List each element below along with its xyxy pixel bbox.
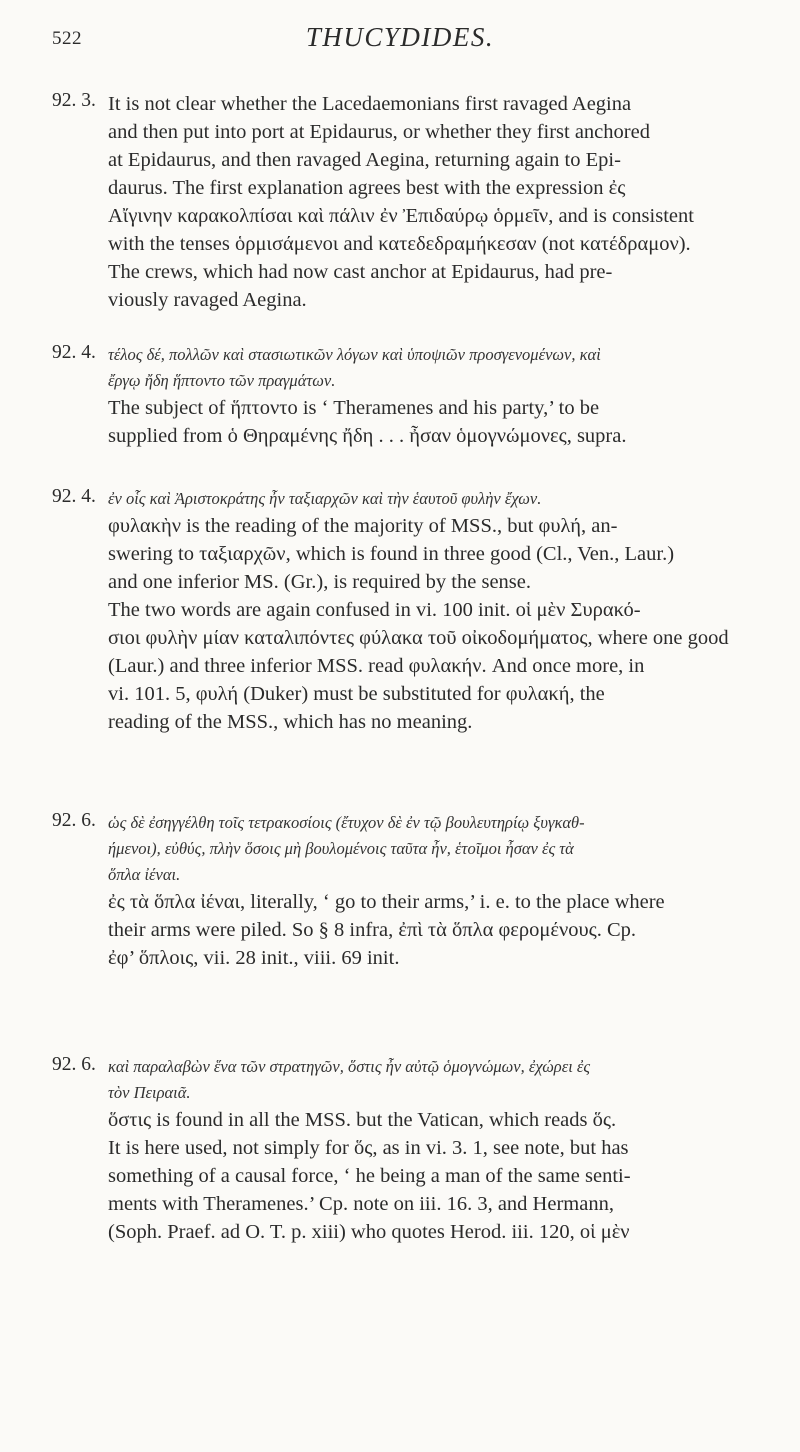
- text-line: φυλακὴν is the reading of the majority of MSS., but φυλή, an-: [108, 515, 618, 537]
- quote-line: ἐν οἷς καὶ Ἀριστοκράτης ἦν ταξιαρχῶν καὶ τὴν ἑαυτοῦ φυλὴν ἔχων.: [108, 489, 542, 508]
- text-line: ἐφ’ ὅπλοις, vii. 28 init., viii. 69 init.: [108, 947, 400, 969]
- text-line: (Soph. Praef. ad O. T. p. xiii) who quotes Herod. iii. 120, οἱ μὲν: [108, 1221, 630, 1243]
- text-line: (Laur.) and three inferior MSS. read φυλακήν. And once more, in: [108, 655, 645, 677]
- header-title: THUCYDIDES.: [305, 22, 495, 52]
- text-line: Αἴγινην καρακολπίσαι καὶ πάλιν ἐν Ἐπιδαύρῳ ὁρμεῖν, and is consistent: [108, 205, 694, 227]
- quote-line: ὡς δὲ ἐσηγγέλθη τοῖς τετρακοσίοις (ἔτυχον δὲ ἐν τῷ βουλευτηρίῳ ξυγκαθ-: [108, 813, 585, 832]
- quote-line: ὅπλα ἰέναι.: [108, 865, 181, 884]
- quote-line: ήμενοι), εὐθύς, πλὴν ὅσοις μὴ βουλομένοις ταῦτα ἦν, ἑτοῖμοι ἦσαν ἐς τὰ: [108, 839, 574, 858]
- greek-lemma: [108, 810, 756, 888]
- text-line: reading of the MSS., which has no meaning.: [108, 711, 473, 733]
- page-number: 522: [52, 28, 82, 49]
- text-line: vi. 101. 5, φυλή (Duker) must be substituted for φυλακή, the: [108, 683, 605, 705]
- running-head: [0, 22, 800, 58]
- note-92-6-second: [52, 1054, 756, 1246]
- text-line: viously ravaged Aegina.: [108, 289, 307, 311]
- quote-line: ἔργῳ ἤδη ἥπτοντο τῶν πραγμάτων.: [108, 371, 336, 390]
- text-line: and one inferior MS. (Gr.), is required by the sense.: [108, 571, 531, 593]
- quote-line: καὶ παραλαβὼν ἕνα τῶν στρατηγῶν, ὅστις ἦν αὐτῷ ὁμογνώμων, ἐχώρει ἐς: [108, 1057, 591, 1076]
- note-reference: 92. 6.: [52, 1054, 96, 1075]
- text-line: It is not clear whether the Lacedaemonians first ravaged Aegina: [108, 93, 632, 115]
- text-line: daurus. The first explanation agrees best with the expression ἐς: [108, 177, 626, 199]
- text-line: ἐς τὰ ὅπλα ἰέναι, literally, ‘ go to their arms,’ i. e. to the place where: [108, 891, 665, 913]
- note-body: [108, 90, 756, 314]
- text-line: at Epidaurus, and then ravaged Aegina, returning again to Epi-: [108, 149, 621, 171]
- note-92-4-second: [52, 486, 756, 736]
- text-line: ments with Theramenes.’ Cp. note on iii. 16. 3, and Hermann,: [108, 1193, 614, 1215]
- quote-line: τέλος δέ, πολλῶν καὶ στασιωτικῶν λόγων καὶ ὑποψιῶν προσγενομένων, καὶ: [108, 345, 601, 364]
- greek-lemma: [108, 486, 756, 512]
- note-92-6-first: [52, 810, 756, 972]
- note-reference: 92. 6.: [52, 810, 96, 831]
- text-line: something of a causal force, ‘ he being a man of the same senti-: [108, 1165, 631, 1187]
- text-line: supplied from ὁ Θηραμένης ἤδη . . . ἦσαν ὁμογνώμονες, supra.: [108, 425, 627, 447]
- note-body: [108, 394, 756, 450]
- text-line: σιοι φυλὴν μίαν καταλιπόντες φύλακα τοῦ οἰκοδομήματος, where one good: [108, 627, 729, 649]
- note-body: [108, 888, 756, 972]
- text-line: It is here used, not simply for ὅς, as in vi. 3. 1, see note, but has: [108, 1137, 629, 1159]
- text-line: and then put into port at Epidaurus, or whether they first anchored: [108, 121, 650, 143]
- note-body: [108, 1106, 756, 1246]
- text-line: with the tenses ὁρμισάμενοι and κατεδεδραμήκεσαν (not κατέδραμον).: [108, 233, 691, 255]
- greek-lemma: [108, 1054, 756, 1106]
- text-line: The crews, which had now cast anchor at Epidaurus, had pre-: [108, 261, 613, 283]
- text-line: The subject of ἥπτοντο is ‘ Theramenes and his party,’ to be: [108, 397, 600, 419]
- note-92-3: [52, 90, 756, 314]
- text-line: The two words are again confused in vi. 100 init. οἱ μὲν Συρακό-: [108, 599, 641, 621]
- note-reference: 92. 4.: [52, 342, 96, 363]
- greek-lemma: [108, 342, 756, 394]
- quote-line: τὸν Πειραιᾶ.: [108, 1083, 191, 1102]
- text-line: their arms were piled. So § 8 infra, ἐπὶ τὰ ὅπλα φερομένους. Cp.: [108, 919, 637, 941]
- note-reference: 92. 3.: [52, 90, 96, 111]
- note-body: [108, 512, 756, 736]
- text-line: ὅστις is found in all the MSS. but the Vatican, which reads ὅς.: [108, 1109, 617, 1131]
- note-reference: 92. 4.: [52, 486, 96, 507]
- note-92-4-first: [52, 342, 756, 450]
- text-line: swering to ταξιαρχῶν, which is found in three good (Cl., Ven., Laur.): [108, 543, 675, 565]
